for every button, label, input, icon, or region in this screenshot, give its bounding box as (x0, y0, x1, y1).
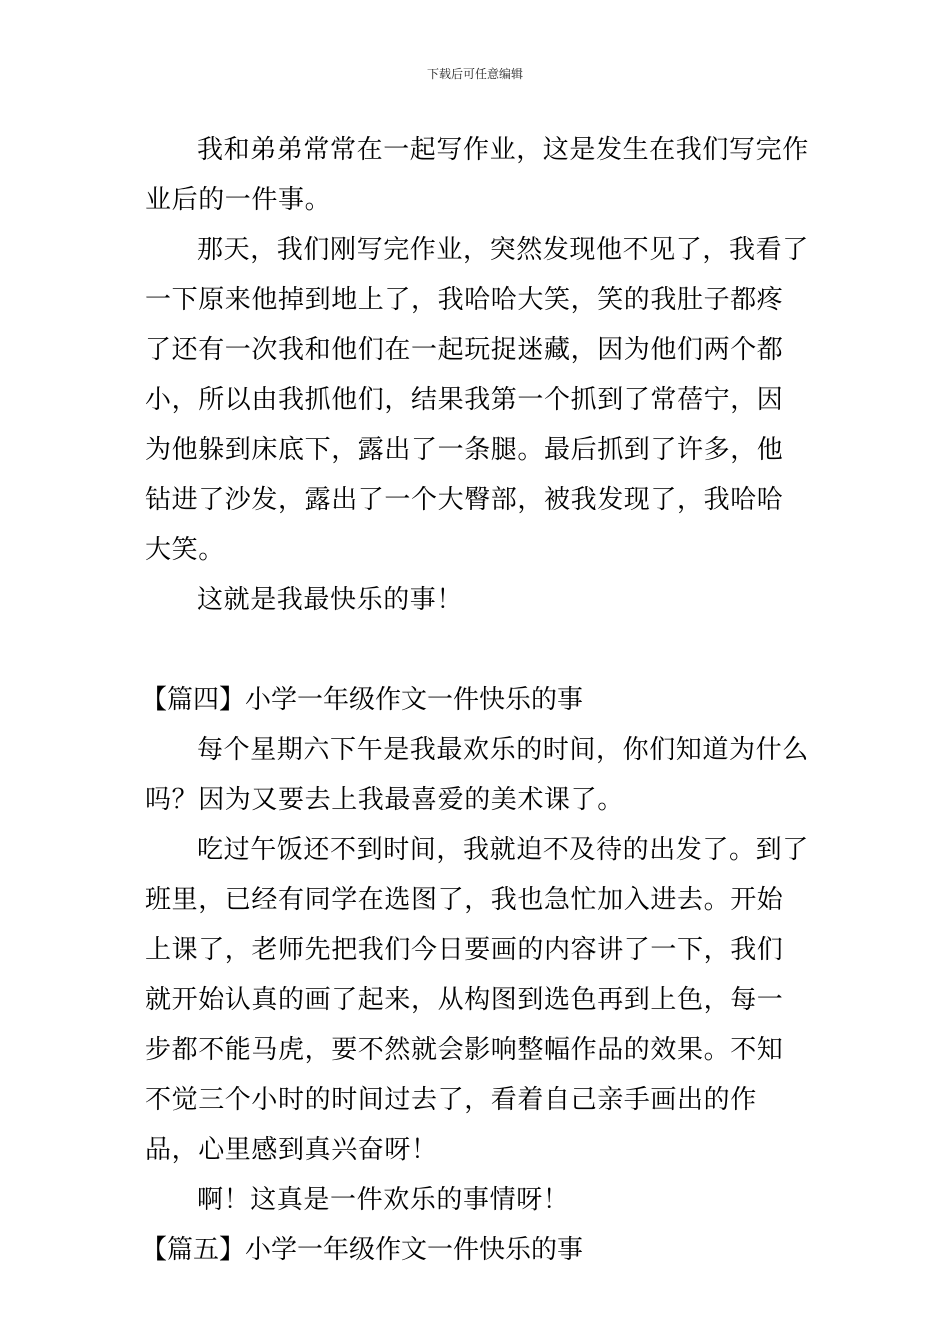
page-header: 下载后可任意编辑 (426, 67, 523, 81)
paragraph-2: 那天，我们刚写完作业，突然发现他不见了，我看了一下原来他掉到地上了，我哈哈大笑，笑的我肚子都疼了还有一次我和他们在一起玩捉迷藏，因为他们两个都小，所以由我抓他们，结果我第一个抓到了常蓓宁，因为他躲到床底下，露出了一条腿。最后抓到了许多，他钻进了沙发，露出了一个大臀部，被我发现了，我哈哈大笑。 (145, 235, 809, 565)
paragraph-5: 吃过午饭还不到时间，我就迫不及待的出发了。到了班里，已经有同学在选图了，我也急忙加入进去。开始上课了，老师先把我们今日要画的内容讲了一下，我们就开始认真的画了起来，从构图到选色再到上色，每一步都不能马虎，要不然就会影响整幅作品的效果。不知不觉三个小时的时间过去了，看着自己亲手画出的作品，心里感到真兴奋呀！ (145, 835, 809, 1165)
section-gap (145, 625, 809, 675)
paragraph-1: 我和弟弟常常在一起写作业，这是发生在我们写完作业后的一件事。 (145, 135, 809, 215)
paragraph-6: 啊！这真是一件欢乐的事情呀！ (197, 1185, 570, 1215)
paragraph-3: 这就是我最快乐的事！ (197, 585, 464, 615)
document-body (141, 125, 809, 1275)
section-heading-5: 【篇五】小学一年级作文一件快乐的事 (141, 1235, 584, 1265)
paragraph-4: 每个星期六下午是我最欢乐的时间，你们知道为什么吗？因为又要去上我最喜爱的美术课了。 (145, 735, 809, 815)
section-heading-4: 【篇四】小学一年级作文一件快乐的事 (141, 685, 584, 715)
